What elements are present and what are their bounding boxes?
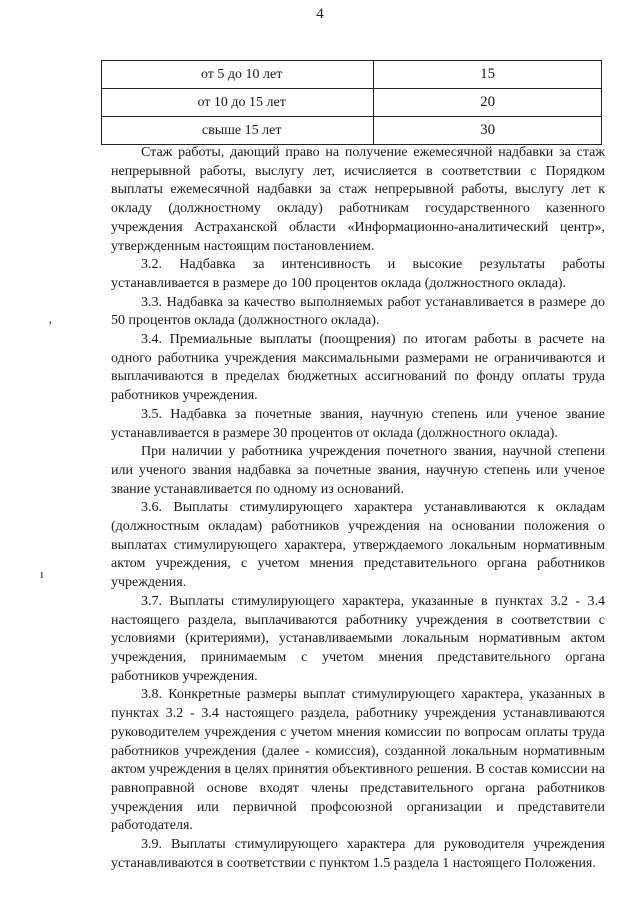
paragraph-3-2: 3.2. Надбавка за интенсивность и высокие результаты работы устанавливается в размере до 100 процентов оклада (должностного оклада). [111,257,605,291]
paragraph-3-4: 3.4. Премиальные выплаты (поощрения) по итогам работы в расчете на одного работника учреждения максимальными размерами не ограничиваются и выплачиваются в пределах бюджетных ассигнований по фонду оплаты труда работников учреждения. [111,332,605,404]
paragraph-honorary-titles: При наличии у работника учреждения почетного звания, научной степени или ученого звания надбавка за почетные звания, научную степень или ученое звание устанавливается по одному из оснований. [111,444,605,497]
scan-mark: ʼ [48,318,53,333]
paragraph-3-7: 3.7. Выплаты стимулирующего характера, указанные в пунктах 3.2 - 3.4 настоящего раздела, выплачиваются работнику учреждения в соответствии с условиями (критериями), устанавливаемыми локальным нормативным актом учреждения, принимаемым с учетом мнения представительного органа работников учреждения. [111,593,605,684]
paragraph-3-6: 3.6. Выплаты стимулирующего характера устанавливаются к окладам (должностным окладам) работников учреждения на основании положения о выплатах стимулирующего характера, утверждаемого локальным нормативным актом учреждения, с учетом мнения представительного органа работников учреждения. [111,500,605,591]
seniority-range-cell: от 10 до 15 лет [102,89,374,117]
bonus-percent-cell: 20 [374,89,602,117]
paragraph-seniority: Стаж работы, дающий право на получение ежемесячной надбавки за стаж непрерывной работы, выслугу лет, исчисляется в соответствии с Порядком выплаты ежемесячной надбавки за стаж непрерывной работы, выслугу лет к окладу (должностному окладу) работникам государственного казенного учреждения Астраханской области «Информационно-аналитический центр», утвержденным настоящим постановлением. [111,145,605,254]
paragraph-3-3: 3.3. Надбавка за качество выполняемых работ устанавливается в размере до 50 процентов оклада (должностного оклада). [111,294,605,329]
paragraph-3-5: 3.5. Надбавка за почетные звания, научную степень или ученое звание устанавливается в размере 30 процентов от оклада (должностного оклада). [111,406,605,441]
seniority-table [101,60,602,145]
page-number: 4 [316,6,324,22]
document-body [111,144,605,873]
paragraph-3-8: 3.8. Конкретные размеры выплат стимулирующего характера, указанных в пунктах 3.2 - 3.4 настоящего раздела, работнику учреждения устанавливаются руководителем учреждения с учетом мнения комиссии по вопросам оплаты труда работников учреждения (далее - комиссия), созданной локальным нормативным актом учреждения в целях принятия объективного решения. В состав комиссии на равноправной основе входят члены представительного органа работников учреждения или первичной профсоюзной организации и представители работодателя. [111,687,605,834]
paragraph-3-9: 3.9. Выплаты стимулирующего характера для руководителя учреждения устанавливаются в соответствии с пунктом 1.5 раздела 1 настоящего Положения. [111,837,605,871]
table-row [102,117,602,145]
seniority-range-cell: от 5 до 10 лет [102,61,374,89]
seniority-range-cell: свыше 15 лет [102,117,374,145]
scan-mark: ı [40,566,44,581]
table-row [102,61,602,89]
bonus-percent-cell: 30 [374,117,602,145]
bonus-percent-cell: 15 [374,61,602,89]
table-row [102,89,602,117]
